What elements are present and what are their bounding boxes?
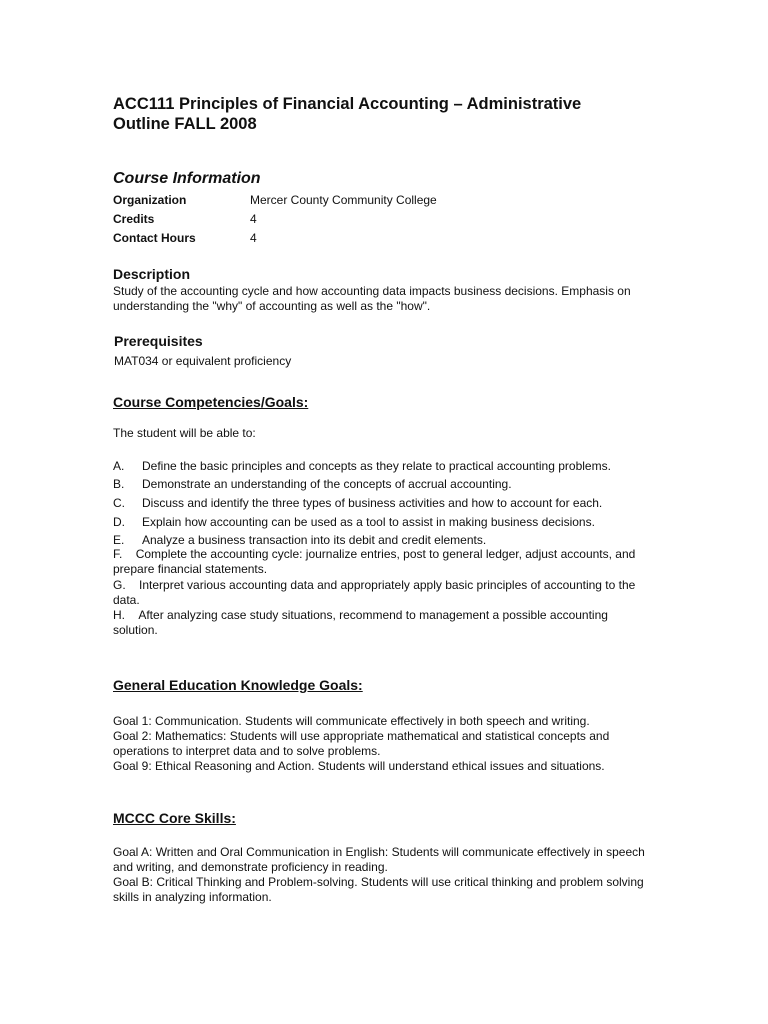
list-item-text: After analyzing case study situations, recommend to management a possible accounting solution.: [113, 608, 608, 637]
list-item-letter: F.: [113, 547, 123, 561]
description-text: Study of the accounting cycle and how accounting data impacts business decisions. Emphasis on understanding the "why" of accounting as well as the "how".: [113, 284, 631, 313]
list-item-text: Define the basic principles and concepts as they relate to practical accounting problems.: [142, 459, 611, 473]
description-heading: Description: [113, 266, 191, 282]
list-item-text: Analyze a business transaction into its debit and credit elements.: [142, 533, 487, 547]
list-item-letter: A.: [113, 459, 125, 473]
list-item: [113, 515, 595, 530]
list-item: [113, 608, 649, 638]
list-item-letter: D.: [113, 515, 125, 529]
core-skills-heading: MCCC Core Skills:: [113, 810, 236, 826]
prerequisites-heading: Prerequisites: [114, 333, 203, 349]
list-item-text: Explain how accounting can be used as a tool to assist in making business decisions.: [142, 515, 595, 529]
list-item-letter: H.: [113, 608, 125, 622]
gen-ed-heading: General Education Knowledge Goals:: [113, 677, 363, 693]
info-value-organization: Mercer County Community College: [250, 193, 437, 207]
list-item-text: Demonstrate an understanding of the concepts of accrual accounting.: [142, 477, 512, 491]
prerequisites-text: MAT034 or equivalent proficiency: [114, 354, 292, 368]
info-value-credits: 4: [250, 212, 257, 226]
info-label-contact-hours: Contact Hours: [113, 231, 196, 245]
list-item: Goal 2: Mathematics: Students will use appropriate mathematical and statistical concepts and operations to interpret data and to solve problems.: [113, 729, 610, 758]
list-item: Goal 1: Communication. Students will communicate effectively in both speech and writing.: [113, 714, 590, 728]
list-item: Goal B: Critical Thinking and Problem-solving. Students will use critical thinking and problem solving skills in analyzing information.: [113, 875, 644, 904]
list-item: [113, 459, 611, 474]
list-item: [113, 533, 486, 548]
list-item-letter: G.: [113, 578, 126, 592]
list-item: [113, 496, 602, 511]
list-item-letter: E.: [113, 533, 125, 547]
list-item: Goal 9: Ethical Reasoning and Action. Students will understand ethical issues and situations.: [113, 759, 605, 773]
document-title-line-2: Outline FALL 2008: [113, 115, 257, 133]
list-item-text: Interpret various accounting data and appropriately apply basic principles of accounting to the data.: [113, 578, 636, 607]
list-item: [113, 578, 649, 608]
list-item-letter: B.: [113, 477, 125, 491]
info-value-contact-hours: 4: [250, 231, 257, 245]
list-item-letter: C.: [113, 496, 125, 510]
competencies-heading: Course Competencies/Goals:: [113, 394, 309, 410]
info-label-organization: Organization: [113, 193, 187, 207]
list-item-text: Discuss and identify the three types of business activities and how to account for each.: [142, 496, 603, 510]
competencies-intro: The student will be able to:: [113, 426, 256, 440]
list-item: Goal A: Written and Oral Communication in English: Students will communicate effectively in speech and writing, and demonstrate proficiency in reading.: [113, 845, 645, 874]
course-info-heading: Course Information: [113, 170, 261, 187]
list-item-text: Complete the accounting cycle: journalize entries, post to general ledger, adjust accounts, and prepare financial statements.: [113, 547, 636, 576]
list-item: [113, 547, 649, 577]
list-item: [113, 477, 512, 492]
info-label-credits: Credits: [113, 212, 155, 226]
document-title-line-1: ACC111 Principles of Financial Accounting – Administrative: [113, 95, 582, 113]
